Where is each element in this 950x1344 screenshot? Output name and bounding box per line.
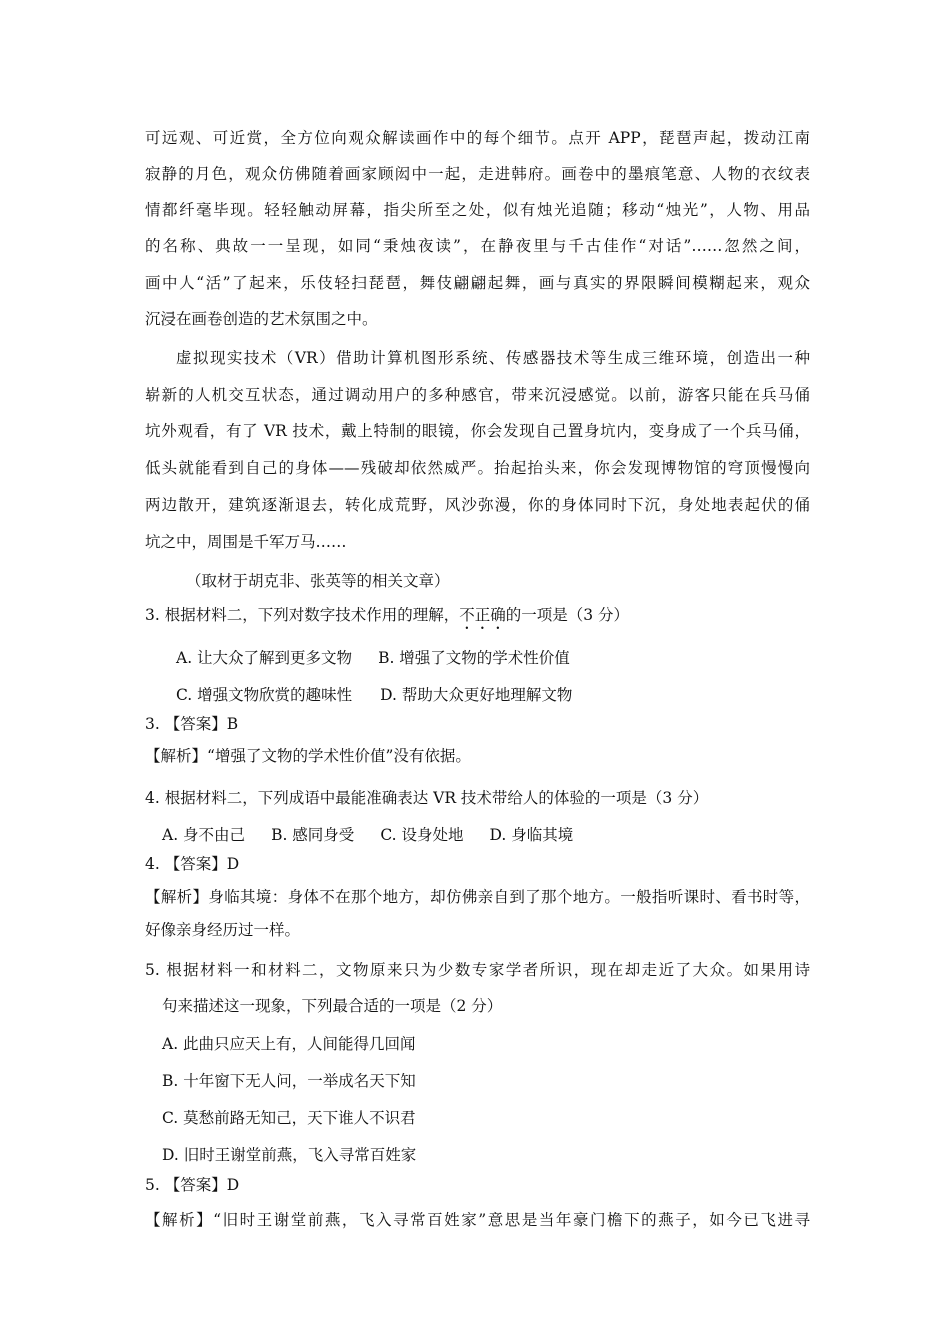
passage-line: 坑之中，周围是千军万马…… <box>145 533 347 551</box>
passage-line: 崭新的人机交互状态，通过调动用户的多种感官，带来沉浸感觉。以前，游客只能在兵马俑 <box>145 386 810 404</box>
q3-stem-post: 的一项是（3 分） <box>505 606 630 624</box>
q4-option-d: D. 身临其境 <box>489 826 574 844</box>
passage-line: 画中人“活”了起来，乐伎轻扫琵琶，舞伎翩翩起舞，画与真实的界限瞬间模糊起来，观众 <box>145 274 810 292</box>
q3-analysis <box>145 746 810 766</box>
passage-line: 两边散开，建筑逐渐退去，转化成荒野，风沙弥漫，你的身体同时下沉，身处地表起伏的俑 <box>145 496 810 514</box>
q5-option-c: C. 莫愁前路无知己，天下谁人不识君 <box>162 1109 416 1127</box>
q5-option-b: B. 十年窗下无人问，一举成名天下知 <box>162 1072 416 1090</box>
q3-stem <box>145 605 810 633</box>
q3-option-d: D. 帮助大众更好地理解文物 <box>380 686 573 704</box>
q3-option-c: C. 增强文物欣赏的趣味性 <box>176 686 353 704</box>
passage-line: 虚拟现实技术（VR）借助计算机图形系统、传感器技术等生成三维环境，创造出一种 <box>176 349 810 367</box>
q5-option-a: A. 此曲只应天上有，人间能得几回闻 <box>162 1035 416 1053</box>
q5-stem-cont: 句来描述这一现象，下列最合适的一项是（2 分） <box>162 997 503 1015</box>
q3-stem-emphasis: 不正确 <box>459 606 506 624</box>
q4-analysis-cont: 好像亲身经历过一样。 <box>145 921 301 939</box>
q4-analysis-text: 身临其境：身体不在那个地方，却仿佛亲自到了那个地方。一般指听课时、看书时等， <box>208 888 810 906</box>
q3-options-row <box>176 648 841 668</box>
q3-option-a: A. 让大众了解到更多文物 <box>176 649 353 667</box>
q5-analysis-text: “旧时王谢堂前燕，飞入寻常百姓家”意思是当年豪门檐下的燕子，如今已飞进寻 <box>213 1211 810 1229</box>
q4-stem: 4. 根据材料二，下列成语中最能准确表达 VR 技术带给人的体验的一项是（3 分） <box>145 789 709 807</box>
passage-line: 寂静的月色，观众仿佛随着画家顾闳中一起，走进韩府。画卷中的墨痕笔意、人物的衣纹表 <box>145 165 810 183</box>
q3-option-b: B. 增强了文物的学术性价值 <box>378 649 570 667</box>
q4-option-a: A. 身不由己 <box>162 826 246 844</box>
passage-line: 低头就能看到自己的身体——残破却依然威严。抬起抬头来，你会发现博物馆的穹顶慢慢向 <box>145 459 810 477</box>
passage-line: 坑外观看，有了 VR 技术，戴上特制的眼镜，你会发现自己置身坑内，变身成了一个兵马俑， <box>145 422 810 440</box>
source-note: （取材于胡克非、张英等的相关文章） <box>186 572 450 590</box>
q5-analysis-label: 【解析】 <box>145 1211 214 1229</box>
q4-option-b: B. 感同身受 <box>271 826 355 844</box>
q5-answer: 5. 【答案】D <box>145 1176 240 1194</box>
passage-line: 的名称、典故一一呈现，如同“秉烛夜读”，在静夜里与千古佳作“对话”……忽然之间， <box>145 237 810 255</box>
q4-options-row <box>162 825 827 845</box>
q3-analysis-text: “增强了文物的学术性价值”没有依据。 <box>207 747 471 765</box>
q5-stem: 5. 根据材料一和材料二，文物原来只为少数专家学者所识，现在却走近了大众。如果用诗 <box>145 961 810 979</box>
q4-answer: 4. 【答案】D <box>145 855 240 873</box>
q3-stem-pre: 3. 根据材料二，下列对数字技术作用的理解， <box>145 606 460 624</box>
q3-analysis-label: 【解析】 <box>145 747 208 765</box>
q4-analysis-label: 【解析】 <box>145 888 209 906</box>
passage-line: 情都纤毫毕现。轻轻触动屏幕，指尖所至之处，似有烛光追随；移动“烛光”，人物、用品 <box>145 201 810 219</box>
q5-option-d: D. 旧时王谢堂前燕，飞入寻常百姓家 <box>162 1146 417 1164</box>
passage-line: 可远观、可近赏，全方位向观众解读画作中的每个细节。点开 APP，琵琶声起，拨动江南 <box>145 129 810 147</box>
passage-line: 沉浸在画卷创造的艺术氛围之中。 <box>145 310 378 328</box>
q3-options-row <box>176 685 841 705</box>
q4-analysis <box>145 887 810 907</box>
q5-analysis <box>145 1210 810 1230</box>
q4-option-c: C. 设身处地 <box>380 826 464 844</box>
q3-answer: 3. 【答案】B <box>145 715 239 733</box>
